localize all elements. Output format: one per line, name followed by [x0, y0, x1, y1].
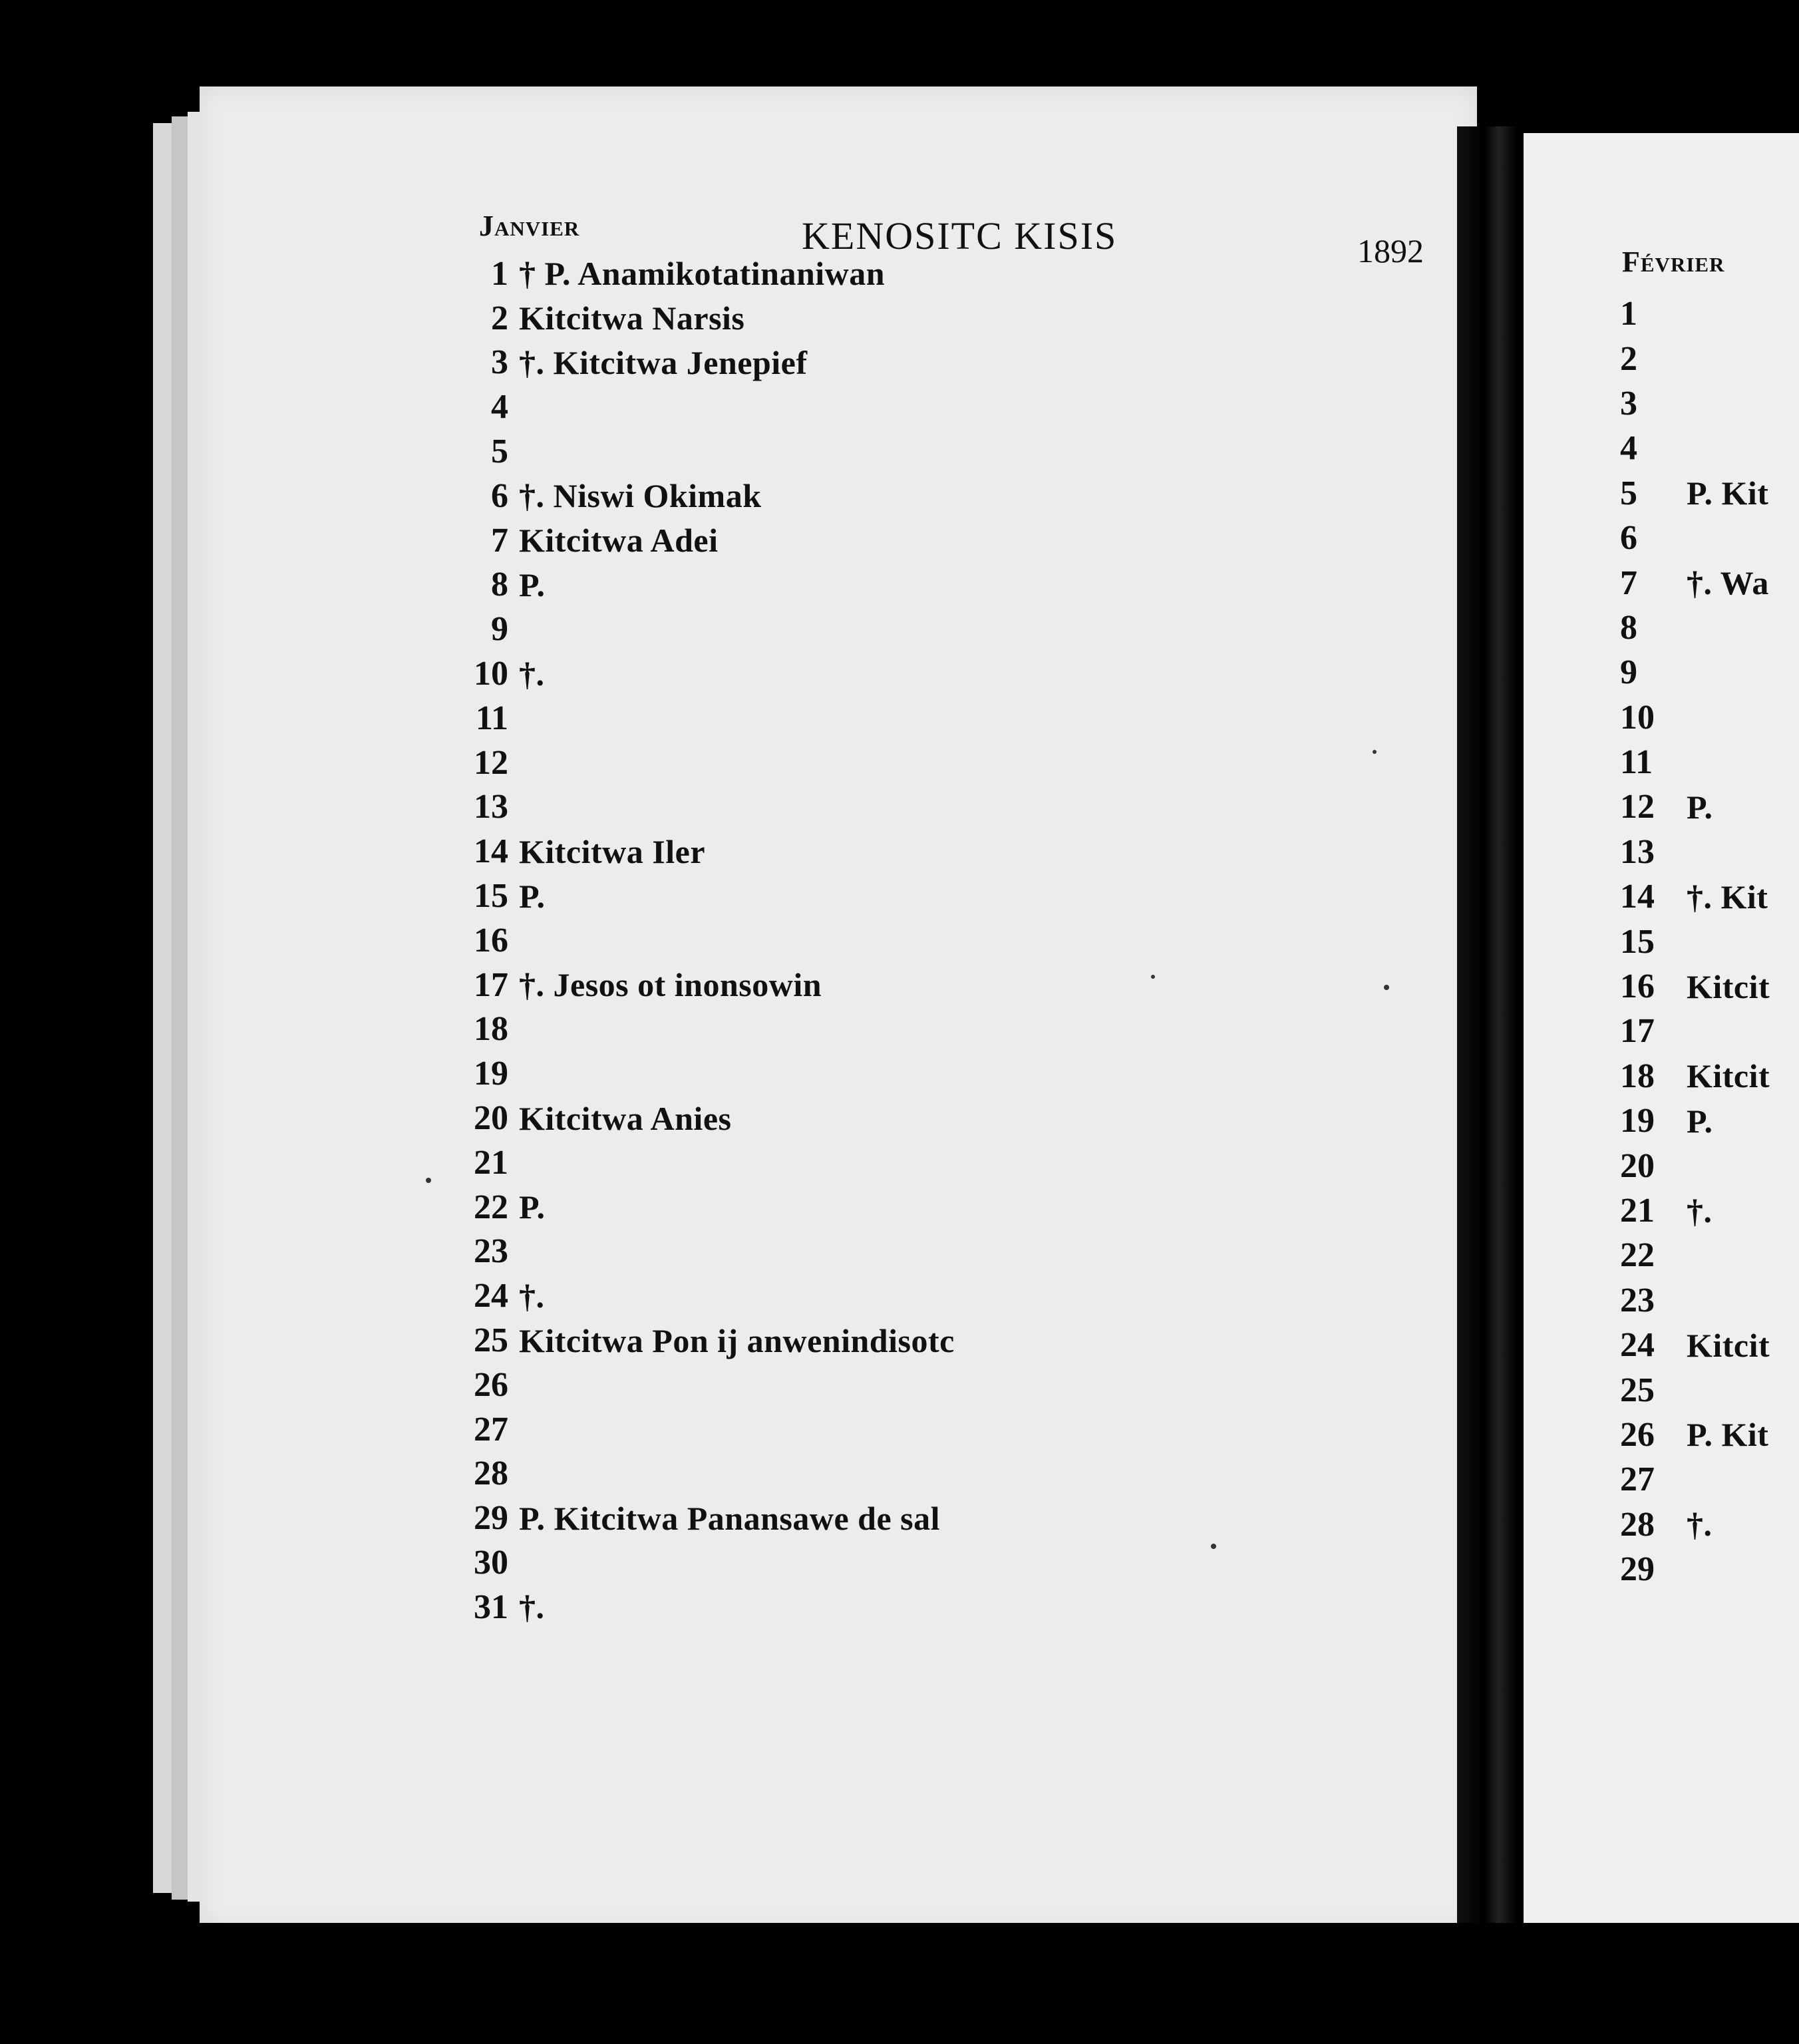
day-row: [1620, 1413, 1770, 1457]
day-row: [1620, 1188, 1770, 1233]
day-row: [426, 963, 955, 1007]
day-number: 26: [474, 1365, 508, 1404]
day-number: 9: [1620, 653, 1637, 692]
day-entry: †. Niswi Okimak: [519, 477, 762, 515]
day-number: 2: [491, 299, 508, 337]
day-number: 30: [474, 1544, 508, 1582]
day-number: 27: [1620, 1460, 1655, 1499]
day-entry: P.: [519, 877, 546, 915]
day-number: 6: [491, 476, 508, 515]
day-row: [1620, 291, 1770, 336]
day-row: [426, 1363, 955, 1407]
day-row: [1620, 874, 1770, 919]
day-row: [1620, 1278, 1770, 1323]
day-number: 20: [1620, 1146, 1655, 1185]
scan-border: [0, 1923, 1799, 2044]
day-row: [426, 1452, 955, 1496]
day-entry: P.: [519, 1188, 546, 1226]
day-row: [1620, 1502, 1770, 1547]
day-row: [426, 1230, 955, 1274]
day-number: 13: [1620, 832, 1655, 871]
day-entry: †.: [1687, 1506, 1713, 1544]
day-row: [1620, 516, 1770, 560]
day-number: 17: [474, 965, 508, 1004]
day-number: 22: [474, 1188, 508, 1226]
day-row: [1620, 1233, 1770, 1278]
day-entry: †.: [519, 1277, 545, 1315]
day-number: 1: [1620, 295, 1637, 333]
speck: [1373, 750, 1377, 754]
day-number: 23: [1620, 1281, 1655, 1319]
day-number: 4: [491, 388, 508, 426]
day-number: 24: [1620, 1326, 1655, 1365]
day-number: 7: [491, 521, 508, 560]
day-number: 6: [1620, 519, 1637, 558]
speck: [1151, 975, 1155, 979]
day-row: [426, 474, 955, 518]
day-row: [426, 1407, 955, 1452]
day-number: 10: [474, 655, 508, 693]
day-entry: Kitcitwa Anies: [519, 1099, 732, 1137]
day-row: [426, 741, 955, 785]
day-entry: †. Kitcitwa Jenepief: [519, 343, 808, 381]
day-row: [1620, 1099, 1770, 1143]
day-row: [426, 385, 955, 429]
day-number: 31: [474, 1588, 508, 1626]
day-number: 3: [491, 343, 508, 382]
day-number: 3: [1620, 384, 1637, 423]
day-row: [1620, 919, 1770, 963]
day-number: 15: [1620, 922, 1655, 961]
page-title: KENOSITC KISIS: [802, 214, 1118, 257]
day-entry: †.: [519, 1588, 545, 1626]
day-number: 28: [1620, 1505, 1655, 1544]
day-number: 8: [491, 566, 508, 604]
day-number: 22: [1620, 1236, 1655, 1275]
day-entry: P. Kit: [1687, 474, 1769, 512]
day-number: 21: [474, 1143, 508, 1182]
day-number: 24: [474, 1277, 508, 1315]
day-row: [426, 1496, 955, 1540]
day-number: 8: [1620, 608, 1637, 647]
day-row: [1620, 1009, 1770, 1053]
day-number: 28: [474, 1454, 508, 1493]
day-number: 19: [474, 1055, 508, 1093]
page-stack-edge: [172, 116, 188, 1900]
day-number: 26: [1620, 1415, 1655, 1454]
day-number: 4: [1620, 429, 1637, 468]
day-entry: Kitcitwa Narsis: [519, 299, 745, 337]
day-number: 27: [474, 1410, 508, 1448]
day-row: [426, 1007, 955, 1052]
day-row: [426, 696, 955, 741]
day-entry: Kitcit: [1687, 1057, 1770, 1095]
day-row: [426, 607, 955, 651]
day-number: 2: [1620, 339, 1637, 378]
day-row: [1620, 964, 1770, 1009]
day-entry: †.: [519, 655, 545, 693]
day-row: [1620, 605, 1770, 650]
day-number: 5: [491, 432, 508, 471]
day-row: [1620, 784, 1770, 829]
day-row: [1620, 1143, 1770, 1188]
day-number: 10: [1620, 698, 1655, 737]
page-stack-edge: [153, 123, 173, 1893]
day-number: 15: [474, 877, 508, 916]
day-entry: †. Wa: [1687, 564, 1769, 602]
day-row: [1620, 1457, 1770, 1502]
day-row: [426, 1051, 955, 1096]
day-number: 14: [1620, 878, 1655, 916]
day-number: 16: [1620, 967, 1655, 1006]
day-number: 9: [491, 610, 508, 649]
day-row: [426, 829, 955, 874]
day-row: [426, 563, 955, 607]
day-entry: † P. Anamikotatinaniwan: [519, 255, 886, 293]
day-number: 1: [491, 254, 508, 293]
day-entry: P. Kitcitwa Panansawe de sal: [519, 1499, 940, 1537]
day-row: [426, 1096, 955, 1140]
day-row: [1620, 740, 1770, 784]
january-day-list: [426, 252, 955, 1629]
day-number: 12: [1620, 788, 1655, 826]
day-row: [1620, 426, 1770, 470]
day-number: 17: [1620, 1012, 1655, 1051]
day-row: [1620, 471, 1770, 516]
day-row: [1620, 560, 1770, 605]
february-day-list: [1620, 291, 1770, 1592]
day-row: [426, 1140, 955, 1185]
day-entry: Kitcitwa Pon ij anwenindisotc: [519, 1321, 955, 1359]
day-number: 18: [474, 1010, 508, 1049]
day-number: 11: [475, 699, 508, 737]
day-row: [1620, 830, 1770, 874]
day-row: [426, 918, 955, 963]
day-row: [1620, 695, 1770, 740]
day-number: 29: [1620, 1550, 1655, 1589]
month-heading-janvier: Janvier: [479, 210, 580, 242]
speck: [1211, 1544, 1216, 1549]
day-row: [1620, 336, 1770, 381]
day-row: [426, 1185, 955, 1230]
day-entry: P.: [519, 566, 546, 603]
day-number: 12: [474, 743, 508, 782]
day-row: [426, 429, 955, 474]
day-number: 13: [474, 788, 508, 826]
day-number: 29: [474, 1499, 508, 1538]
day-row: [426, 1318, 955, 1363]
day-row: [426, 1540, 955, 1585]
day-entry: P.: [1687, 1102, 1713, 1140]
day-entry: Kitcit: [1687, 1326, 1770, 1364]
day-number: 21: [1620, 1192, 1655, 1230]
day-row: [1620, 1054, 1770, 1099]
day-number: 23: [474, 1232, 508, 1271]
day-number: 11: [1620, 743, 1653, 782]
speck: [1384, 985, 1389, 990]
day-number: 25: [1620, 1371, 1655, 1409]
day-row: [426, 1585, 955, 1629]
day-number: 14: [474, 832, 508, 871]
day-row: [426, 1274, 955, 1318]
day-entry: Kitcitwa Adei: [519, 522, 719, 560]
day-entry: †.: [1687, 1192, 1713, 1230]
day-row: [1620, 1547, 1770, 1592]
month-heading-fevrier: Février: [1622, 246, 1725, 278]
day-number: 25: [474, 1321, 508, 1360]
day-row: [426, 651, 955, 696]
day-number: 16: [474, 921, 508, 959]
day-row: [426, 518, 955, 563]
year-label: 1892: [1357, 232, 1424, 269]
day-number: 5: [1620, 474, 1637, 512]
day-row: [426, 874, 955, 918]
day-row: [1620, 1323, 1770, 1367]
day-row: [1620, 650, 1770, 695]
day-number: 7: [1620, 564, 1637, 602]
day-row: [426, 785, 955, 830]
day-entry: Kitcitwa Iler: [519, 832, 706, 870]
book-gutter: [1457, 126, 1517, 1923]
day-number: 20: [474, 1099, 508, 1138]
day-number: 19: [1620, 1102, 1655, 1140]
day-row: [426, 341, 955, 385]
day-entry: P. Kit: [1687, 1416, 1769, 1454]
day-entry: †. Jesos ot inonsowin: [519, 966, 822, 1004]
day-row: [426, 252, 955, 296]
day-row: [1620, 1367, 1770, 1412]
day-entry: †. Kit: [1687, 878, 1768, 916]
day-entry: P.: [1687, 788, 1713, 826]
day-row: [1620, 381, 1770, 426]
day-row: [426, 296, 955, 341]
day-number: 18: [1620, 1057, 1655, 1095]
day-entry: Kitcit: [1687, 967, 1770, 1005]
